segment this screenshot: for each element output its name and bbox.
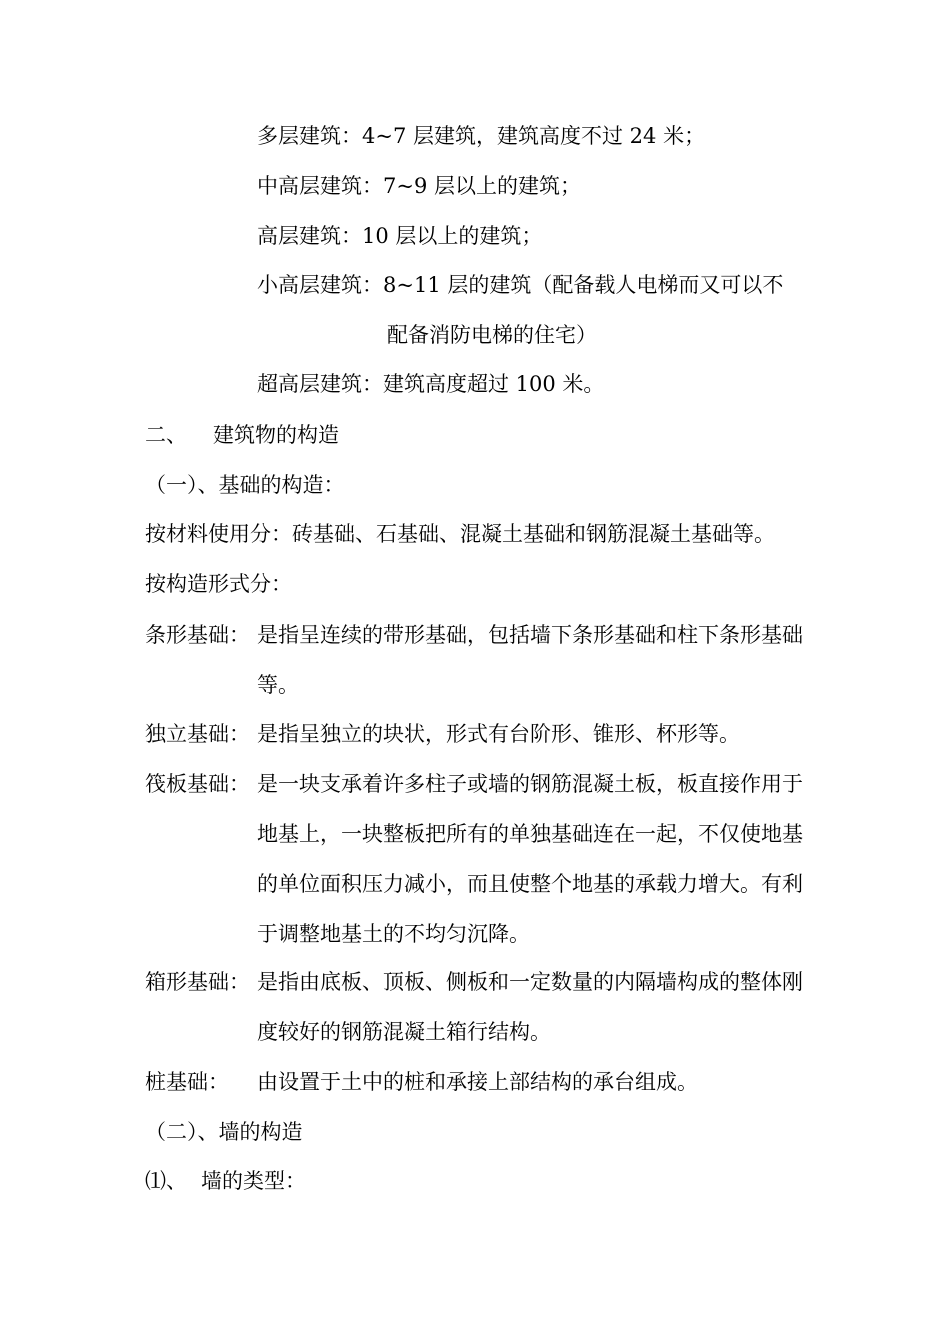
class-high: 高层建筑：10 层以上的建筑； [257, 224, 543, 248]
section-number: 二、 [145, 423, 187, 447]
raft-foundation-label: 筏板基础： [145, 772, 250, 796]
wall-types-title: 墙的类型： [201, 1169, 306, 1193]
class-small-high: 小高层建筑：8~11 层的建筑（配备载人电梯而又可以不 [257, 273, 784, 297]
class-mid-high: 中高层建筑：7~9 层以上的建筑； [257, 174, 581, 198]
isolated-foundation-text: 是指呈独立的块状，形式有台阶形、锥形、杯形等。 [257, 722, 740, 746]
pile-foundation-text: 由设置于土中的桩和承接上部结构的承台组成。 [257, 1070, 698, 1094]
box-foundation-text: 是指由底板、顶板、侧板和一定数量的内隔墙构成的整体刚度较好的钢筋混凝土箱行结构。 [257, 970, 803, 1044]
class-super-high: 超高层建筑：建筑高度超过 100 米。 [257, 372, 605, 396]
foundation-heading: （一）、基础的构造： [145, 473, 345, 497]
foundation-by-material: 按材料使用分：砖基础、石基础、混凝土基础和钢筋混凝土基础等。 [145, 522, 775, 546]
raft-foundation-text: 是一块支承着许多柱子或墙的钢筋混凝土板，板直接作用于地基上，一块整板把所有的单独基础连在一起，不仅使地基的单位面积压力减小，而且使整个地基的承载力增大。有利于调整地基土的不均匀沉降。 [257, 772, 803, 946]
class-multi: 多层建筑：4~7 层建筑，建筑高度不过 24 米； [257, 124, 706, 148]
box-foundation-label: 箱形基础： [145, 970, 250, 994]
strip-foundation-text: 是指呈连续的带形基础，包括墙下条形基础和柱下条形基础等。 [257, 623, 803, 697]
section-title: 建筑物的构造 [213, 423, 339, 447]
wall-types-number: ⑴、 [145, 1169, 187, 1193]
class-small-high-cont: 配备消防电梯的住宅） [387, 323, 597, 347]
foundation-by-form: 按构造形式分： [145, 572, 292, 596]
wall-heading: （二）、墙的构造 [145, 1120, 303, 1144]
strip-foundation-label: 条形基础： [145, 623, 250, 647]
pile-foundation-label: 桩基础： [145, 1070, 229, 1094]
isolated-foundation-label: 独立基础： [145, 722, 250, 746]
